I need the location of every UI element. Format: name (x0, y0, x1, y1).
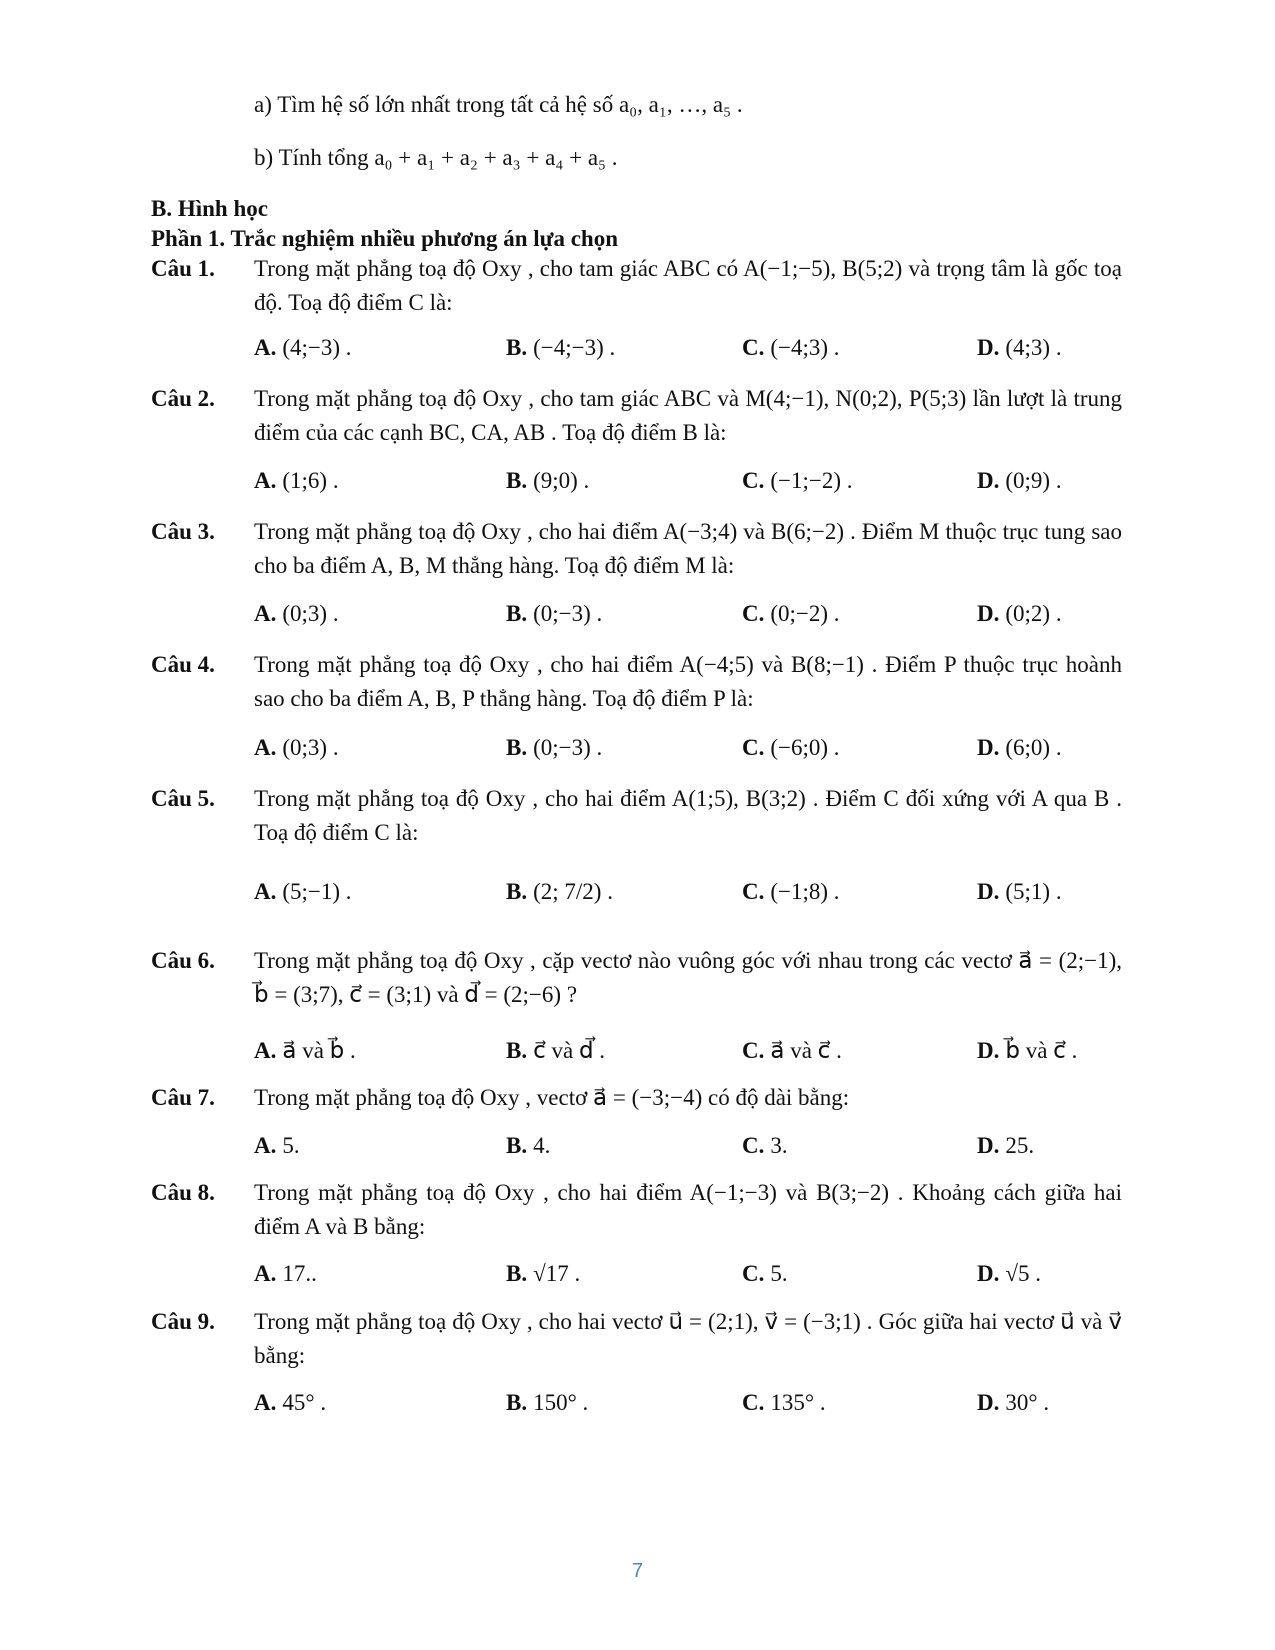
question-stem: Trong mặt phẳng toạ độ Oxy , vectơ a⃗ = (−3;−4) có độ dài bằng: (254, 1085, 850, 1110)
answer-option (254, 466, 339, 496)
answer-option (506, 599, 602, 629)
option-value: a⃗ và c⃗ . (770, 1038, 842, 1063)
option-value: (−1;−2) . (770, 468, 853, 493)
option-value: (2; 7/2) . (533, 879, 613, 904)
option-key: D. (977, 1390, 1000, 1415)
answer-option (977, 599, 1062, 629)
option-value: (−4;−3) . (533, 335, 616, 360)
answer-option (742, 599, 840, 629)
option-key: B. (506, 1390, 528, 1415)
option-value: (6;0) . (1005, 735, 1062, 760)
option-key: A. (254, 735, 277, 760)
question-text-5 (254, 782, 1122, 850)
option-key: B. (506, 1038, 528, 1063)
question-label-3: Câu 3. (151, 519, 215, 544)
answer-option (254, 333, 352, 363)
intro-item-b: b) Tính tổng a₀ + a₁ + a₂ + a₃ + a₄ + a₅ . (254, 145, 618, 170)
option-value: (0;9) . (1005, 468, 1062, 493)
answer-option (977, 333, 1062, 363)
question-text-6 (254, 944, 1122, 1012)
option-value: 25. (1005, 1133, 1035, 1158)
option-value: (−4;3) . (770, 335, 840, 360)
question-text-7 (254, 1081, 1122, 1115)
option-key: A. (254, 879, 277, 904)
question-text-1 (254, 252, 1122, 320)
option-key: A. (254, 335, 277, 360)
answer-option (506, 1388, 588, 1418)
question-stem: Trong mặt phẳng toạ độ Oxy , cho tam giác ABC và M(4;−1), N(0;2), P(5;3) lần lượt là trung điểm của các cạnh BC, CA, AB . Toạ độ điểm B là: (254, 386, 1122, 445)
option-key: D. (977, 879, 1000, 904)
answer-option (254, 1259, 317, 1289)
option-value: (0;−2) . (770, 601, 840, 626)
answer-option (742, 733, 840, 763)
option-value: (0;−3) . (533, 601, 603, 626)
option-value: 135° . (770, 1390, 826, 1415)
question-label-2: Câu 2. (151, 386, 215, 411)
question-text-3 (254, 515, 1122, 583)
answer-option (977, 1388, 1049, 1418)
option-value: 5. (282, 1133, 300, 1158)
option-value: (5;−1) . (282, 879, 352, 904)
answer-option (506, 333, 615, 363)
question-stem: Trong mặt phẳng toạ độ Oxy , cho hai điểm A(−1;−3) và B(3;−2) . Khoảng cách giữa hai điểm A và B bằng: (254, 1180, 1122, 1239)
answer-option (254, 733, 339, 763)
answer-option (506, 877, 613, 907)
option-value: 30° . (1005, 1390, 1050, 1415)
option-value: 4. (533, 1133, 551, 1158)
option-key: A. (254, 601, 277, 626)
answer-option (977, 466, 1062, 496)
option-key: D. (977, 735, 1000, 760)
option-key: D. (977, 1133, 1000, 1158)
option-value: b⃗ và c⃗ . (1005, 1038, 1078, 1063)
option-key: C. (742, 335, 765, 360)
option-key: D. (977, 335, 1000, 360)
intro-item-a: a) Tìm hệ số lớn nhất trong tất cả hệ số a₀, a₁, …, a₅ . (254, 92, 743, 117)
option-key: A. (254, 1390, 277, 1415)
question-text-2 (254, 382, 1122, 450)
answer-option (506, 733, 602, 763)
answer-option (742, 333, 840, 363)
option-key: C. (742, 735, 765, 760)
option-key: C. (742, 1133, 765, 1158)
answer-option (506, 1036, 605, 1066)
answer-option (977, 1036, 1077, 1066)
question-text-9 (254, 1305, 1122, 1373)
question-stem: Trong mặt phẳng toạ độ Oxy , cặp vectơ nào vuông góc với nhau trong các vectơ a⃗ = (2;−1), b⃗ = (3;7), c⃗ = (3;1) và d⃗ = (2;−6) ? (254, 948, 1122, 1007)
option-key: C. (742, 601, 765, 626)
option-key: D. (977, 1038, 1000, 1063)
question-label-9: Câu 9. (151, 1309, 215, 1334)
answer-option (977, 733, 1062, 763)
answer-option (254, 599, 339, 629)
question-stem: Trong mặt phẳng toạ độ Oxy , cho hai điểm A(−4;5) và B(8;−1) . Điểm P thuộc trục hoành sao cho ba điểm A, B, P thẳng hàng. Toạ độ điểm P là: (254, 652, 1122, 711)
question-stem: Trong mặt phẳng toạ độ Oxy , cho hai điểm A(1;5), B(3;2) . Điểm C đối xứng với A qua B . Toạ độ điểm C là: (254, 786, 1122, 845)
option-key: B. (506, 1133, 528, 1158)
answer-option (254, 1036, 356, 1066)
answer-option (254, 877, 352, 907)
option-value: √5 . (1005, 1261, 1041, 1286)
option-value: (−1;8) . (770, 879, 840, 904)
question-stem: Trong mặt phẳng toạ độ Oxy , cho tam giác ABC có A(−1;−5), B(5;2) và trọng tâm là gốc toạ độ. Toạ độ điểm C là: (254, 256, 1122, 315)
question-label-1: Câu 1. (151, 256, 215, 281)
answer-option (742, 1259, 788, 1289)
option-key: C. (742, 879, 765, 904)
answer-option (742, 1131, 788, 1161)
question-label-8: Câu 8. (151, 1180, 215, 1205)
question-label-7: Câu 7. (151, 1085, 215, 1110)
answer-option (977, 1131, 1034, 1161)
option-value: 5. (770, 1261, 788, 1286)
option-value: (9;0) . (533, 468, 590, 493)
question-label-6: Câu 6. (151, 948, 215, 973)
option-value: (4;3) . (1005, 335, 1062, 360)
option-value: 3. (770, 1133, 788, 1158)
option-key: B. (506, 468, 528, 493)
option-key: B. (506, 879, 528, 904)
section-title: B. Hình học (151, 196, 268, 221)
answer-option (977, 877, 1062, 907)
option-key: A. (254, 468, 277, 493)
option-value: √17 . (533, 1261, 581, 1286)
option-key: A. (254, 1133, 277, 1158)
answer-option (506, 1131, 550, 1161)
answer-option (506, 1259, 580, 1289)
option-key: B. (506, 601, 528, 626)
option-key: C. (742, 1038, 765, 1063)
answer-option (254, 1131, 300, 1161)
option-key: D. (977, 1261, 1000, 1286)
answer-option (742, 1388, 826, 1418)
option-key: B. (506, 1261, 528, 1286)
option-value: (0;−3) . (533, 735, 603, 760)
option-key: B. (506, 735, 528, 760)
question-stem: Trong mặt phẳng toạ độ Oxy , cho hai vectơ u⃗ = (2;1), v⃗ = (−3;1) . Góc giữa hai vectơ u⃗ và v⃗ bằng: (254, 1309, 1122, 1368)
option-key: C. (742, 1261, 765, 1286)
option-value: 150° . (533, 1390, 589, 1415)
option-value: (5;1) . (1005, 879, 1062, 904)
answer-option (742, 877, 840, 907)
question-stem: Trong mặt phẳng toạ độ Oxy , cho hai điểm A(−3;4) và B(6;−2) . Điểm M thuộc trục tung sao cho ba điểm A, B, M thẳng hàng. Toạ độ điểm M là: (254, 519, 1122, 578)
option-value: (4;−3) . (282, 335, 352, 360)
answer-option (742, 466, 853, 496)
option-key: D. (977, 468, 1000, 493)
option-key: C. (742, 1390, 765, 1415)
answer-option (254, 1388, 326, 1418)
option-value: (0;3) . (282, 735, 339, 760)
question-text-4 (254, 648, 1122, 716)
option-key: A. (254, 1261, 277, 1286)
option-value: a⃗ và b⃗ . (282, 1038, 356, 1063)
answer-option (506, 466, 589, 496)
question-label-4: Câu 4. (151, 652, 215, 677)
option-value: (−6;0) . (770, 735, 840, 760)
option-value: (1;6) . (282, 468, 339, 493)
part-title: Phần 1. Trắc nghiệm nhiều phương án lựa chọn (151, 226, 619, 251)
option-key: A. (254, 1038, 277, 1063)
question-text-8 (254, 1176, 1122, 1244)
page-number: 7 (631, 1560, 644, 1582)
option-key: B. (506, 335, 528, 360)
option-value: (0;3) . (282, 601, 339, 626)
question-label-5: Câu 5. (151, 786, 215, 811)
answer-option (742, 1036, 842, 1066)
option-value: 17.. (282, 1261, 317, 1286)
option-key: D. (977, 601, 1000, 626)
answer-option (977, 1259, 1041, 1289)
option-value: c⃗ và d⃗ . (533, 1038, 606, 1063)
option-value: 45° . (282, 1390, 327, 1415)
option-value: (0;2) . (1005, 601, 1062, 626)
option-key: C. (742, 468, 765, 493)
